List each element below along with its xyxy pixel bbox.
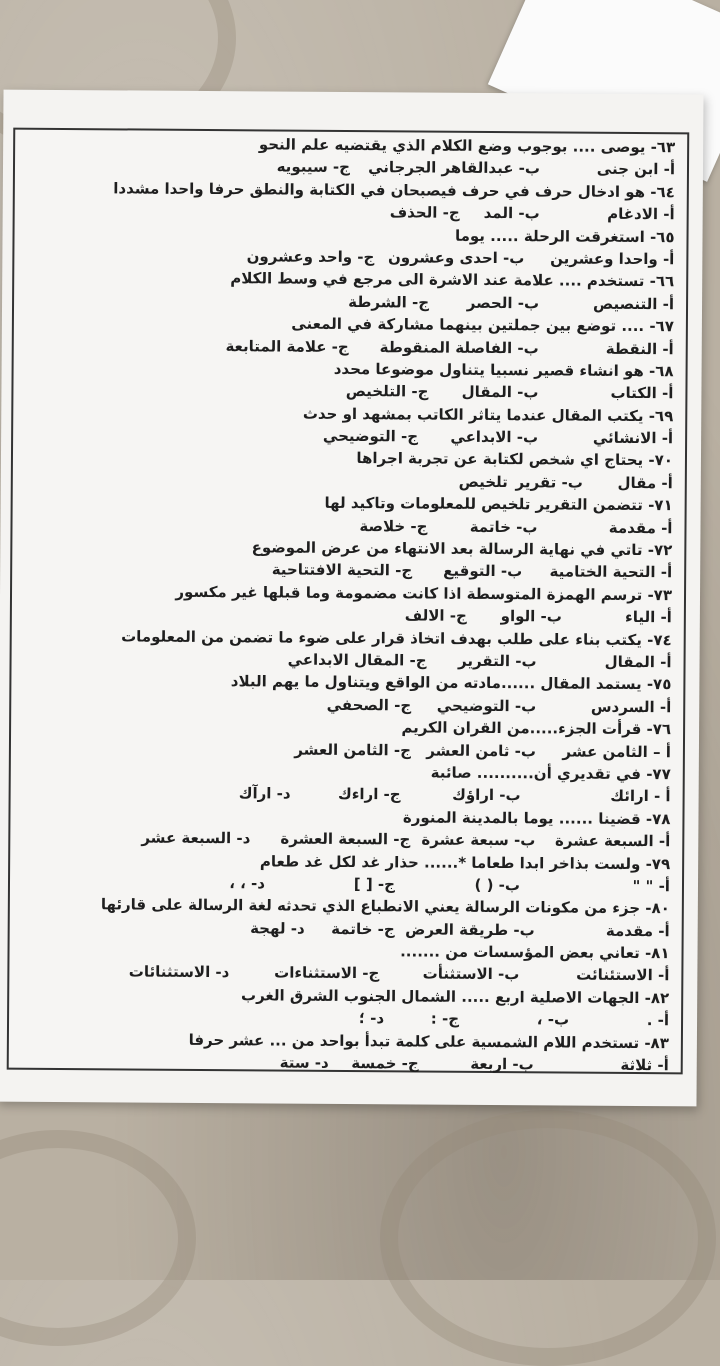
- option-c: ج- :: [430, 1009, 460, 1029]
- answer-options: [29, 1050, 669, 1077]
- question-stem: ٧٦- قرأت الجزء.....من القران الكريم: [401, 718, 672, 739]
- option-a: أ- ابن جنى: [596, 160, 676, 179]
- option-b: ب- الفاصلة المنقوطة: [379, 337, 539, 357]
- option-a: أ- .: [646, 1011, 670, 1030]
- option-d: د- ؛: [358, 1009, 385, 1028]
- question-80: [30, 893, 670, 942]
- question-stem: ٦٥- استغرقت الرحلة ..... يوما: [454, 226, 675, 246]
- option-c: ج- واحد وعشرون: [246, 247, 375, 267]
- question-stem: ٧٤- يكتب بناء على طلب بهدف اتخاذ قرار على ضوء ما تضمن من المعلومات: [121, 626, 672, 649]
- question-72: [32, 535, 672, 584]
- option-a: أ – الثامن عشر: [562, 742, 671, 761]
- option-a: أ- واحدا وعشرين: [550, 249, 675, 269]
- option-b: ب- المقال: [461, 383, 539, 402]
- question-78: [30, 803, 670, 852]
- option-b: ب- الحصر: [466, 293, 540, 313]
- option-a: أ- النقطة: [605, 339, 674, 358]
- question-63: [35, 132, 675, 181]
- question-64: [35, 177, 675, 226]
- option-a: أ- الادغام: [607, 204, 675, 224]
- option-d: د- السبعة عشر: [141, 828, 251, 848]
- option-b: ب- التقرير: [457, 651, 537, 671]
- question-stem: ٧٣- ترسم الهمزة المتوسطة اذا كانت مضمومة وما قبلها غير مكسور: [175, 582, 673, 605]
- option-c: ج- التوضيحي: [322, 426, 419, 446]
- option-b: ب- تقرير: [515, 473, 583, 492]
- option-a: أ- الاستئنائت: [576, 966, 670, 985]
- question-82: [29, 983, 669, 1032]
- question-stem: ٨٢- الجهات الاصلية اربع ..... الشمال الجنوب الشرق الغرب: [241, 986, 670, 1008]
- option-c: ج- خلاصة: [359, 516, 428, 536]
- option-b: ب- خاتمة: [469, 517, 538, 536]
- option-a: أ- مقدمة: [605, 921, 670, 940]
- question-frame: [7, 128, 690, 1075]
- option-b: ب- ( ): [474, 875, 521, 895]
- option-a: أ- مقدمة: [608, 518, 673, 537]
- option-b: ب- التوضيحي: [436, 696, 537, 716]
- question-79: [30, 848, 670, 897]
- option-c: ج- اراءك: [337, 785, 401, 804]
- question-stem: ٨١- تعاني بعض المؤسسات من .......: [400, 942, 670, 963]
- option-a: أ- السردس: [590, 697, 672, 717]
- option-a: أ- الكتاب: [610, 384, 674, 403]
- option-c: ج- الشرطة: [348, 292, 430, 312]
- question-69: [33, 400, 673, 449]
- option-a: أ- المقال: [604, 652, 672, 672]
- question-stem: ٧١- تتضمن التقرير تلخيص للمعلومات وتاكيد لها: [324, 494, 673, 515]
- question-stem: ٦٧- .... توضع بين جملتين بينهما مشاركة في المعنى: [291, 314, 674, 336]
- question-stem: ٧٥- يستمد المقال ......مادته من الواقع ويتناول ما يهم البلاد: [230, 672, 672, 694]
- option-a: أ- التنصيص: [593, 294, 675, 313]
- option-a: أ- ثلاثة: [620, 1055, 669, 1075]
- option-b: ب- الابداعي: [450, 427, 539, 447]
- option-b: ب- المد: [483, 204, 540, 223]
- option-a: أ- التحية الختامية: [549, 562, 673, 582]
- option-c: ج- علامة المتابعة: [225, 336, 349, 356]
- option-a: أ- الانشائي: [592, 428, 674, 448]
- option-c: ج- الثامن العشر: [294, 740, 412, 759]
- option-b: ب- ثامن العشر: [426, 741, 537, 760]
- question-76: [31, 714, 671, 763]
- option-c: ج- خمسة: [351, 1054, 419, 1073]
- question-77: [31, 759, 671, 808]
- question-67: [34, 311, 674, 360]
- question-stem: ٧٠- يحتاج اي شخص لكتابة عن تجربة اجراها: [356, 449, 674, 470]
- exam-sheet: [0, 90, 704, 1107]
- option-d: د- الاستثنائات: [128, 962, 230, 982]
- option-d: د- ستة: [279, 1053, 329, 1072]
- question-stem: ٧٩- ولست بذاخر ابدا طعاما *...... حذار غد لكل غد طعام: [259, 851, 671, 873]
- option-d: د- لهجة: [250, 918, 305, 938]
- option-c: ج- خاتمة: [331, 919, 395, 938]
- question-83: [29, 1027, 669, 1076]
- question-stem: ٧٢- تاتي في نهاية الرسالة بعد الانتهاء من عرض الموضوع: [251, 538, 673, 560]
- question-stem: ٦٦- تستخدم .... علامة عند الاشرة الى مرجع في وسط الكلام: [230, 269, 675, 291]
- option-b: ب- الاستثنأت: [422, 964, 520, 984]
- question-stem: ٦٤- هو ادخال حرف في حرف فيصبحان في الكتابة والنطق حرفا واحدا مشددا: [113, 179, 675, 202]
- option-c: ج- التحية الافتتاحية: [271, 560, 413, 580]
- question-74: [31, 624, 671, 673]
- question-stem: ٧٨- قضينا ...... يوما بالمدينة المنورة: [402, 808, 671, 828]
- option-b: ب- اراؤك: [452, 786, 521, 805]
- option-a: أ- مقال: [617, 473, 673, 493]
- option-b: ب- طريقة العرض: [405, 920, 535, 939]
- option-b: ب- عبدالقاهر الجرجاني: [368, 158, 541, 178]
- option-a: أ- " ": [632, 876, 671, 896]
- option-c: ج- المقال الابداعي: [287, 650, 427, 670]
- question-75: [31, 669, 671, 718]
- option-a: أ- السبعة عشرة: [555, 831, 671, 851]
- question-71: [32, 490, 672, 539]
- option-c: ج- التلخيص: [345, 382, 429, 401]
- option-d: د- ، ،: [229, 874, 266, 893]
- option-c: ج- الصحفي: [326, 695, 412, 715]
- option-d: د- ارآك: [238, 784, 291, 803]
- question-stem: ٨٣- تستخدم اللام الشمسية على كلمة تبدأ بواحد من ... عشر حرفا: [188, 1030, 669, 1052]
- option-c: تلخيص: [458, 472, 508, 491]
- option-b: ب- سبعة عشرة: [421, 830, 536, 850]
- question-66: [34, 266, 674, 315]
- option-b: ب- احدى وعشرون: [387, 248, 525, 268]
- option-b: ب- الواو: [500, 607, 562, 626]
- question-81: [29, 938, 669, 987]
- question-stem: ٦٩- يكتب المقال عندما يتاثر الكاتب بمشهد او حدث: [302, 404, 674, 425]
- question-stem: ٧٧- في تقديري أن.......... صائبة: [430, 763, 671, 784]
- option-c: ج- السبعة العشرة: [280, 829, 411, 849]
- option-b: ب- ،: [536, 1010, 570, 1029]
- question-73: [32, 580, 672, 629]
- question-65: [34, 221, 674, 270]
- option-c: ج- سيبويه: [276, 157, 351, 177]
- option-a: أ - ارائك: [610, 787, 671, 806]
- option-b: ب- اربعة: [470, 1054, 534, 1074]
- option-a: أ- الياء: [625, 608, 672, 627]
- question-68: [33, 356, 673, 405]
- question-70: [33, 445, 673, 494]
- question-list: [29, 132, 676, 1077]
- carpet-pattern: [380, 1110, 716, 1366]
- option-c: ج- الاستثناءات: [274, 963, 380, 983]
- carpet-pattern: [0, 1130, 196, 1346]
- option-c: ج- [ ]: [353, 874, 396, 894]
- question-stem: ٦٨- هو انشاء قصير نسبيا يتناول موضوعا محدد: [333, 359, 674, 381]
- question-stem: ٨٠- جزء من مكونات الرسالة يعني الانطباع الذي تحدثه لغة الرسالة على قارئها: [100, 895, 670, 918]
- option-c: ج- الحذف: [389, 203, 460, 222]
- option-b: ب- التوقيع: [443, 562, 523, 581]
- question-stem: ٦٣- يوصى .... بوجوب وضع الكلام الذي يقتضيه علم النحو: [258, 135, 676, 157]
- option-c: ج- الالف: [404, 606, 467, 626]
